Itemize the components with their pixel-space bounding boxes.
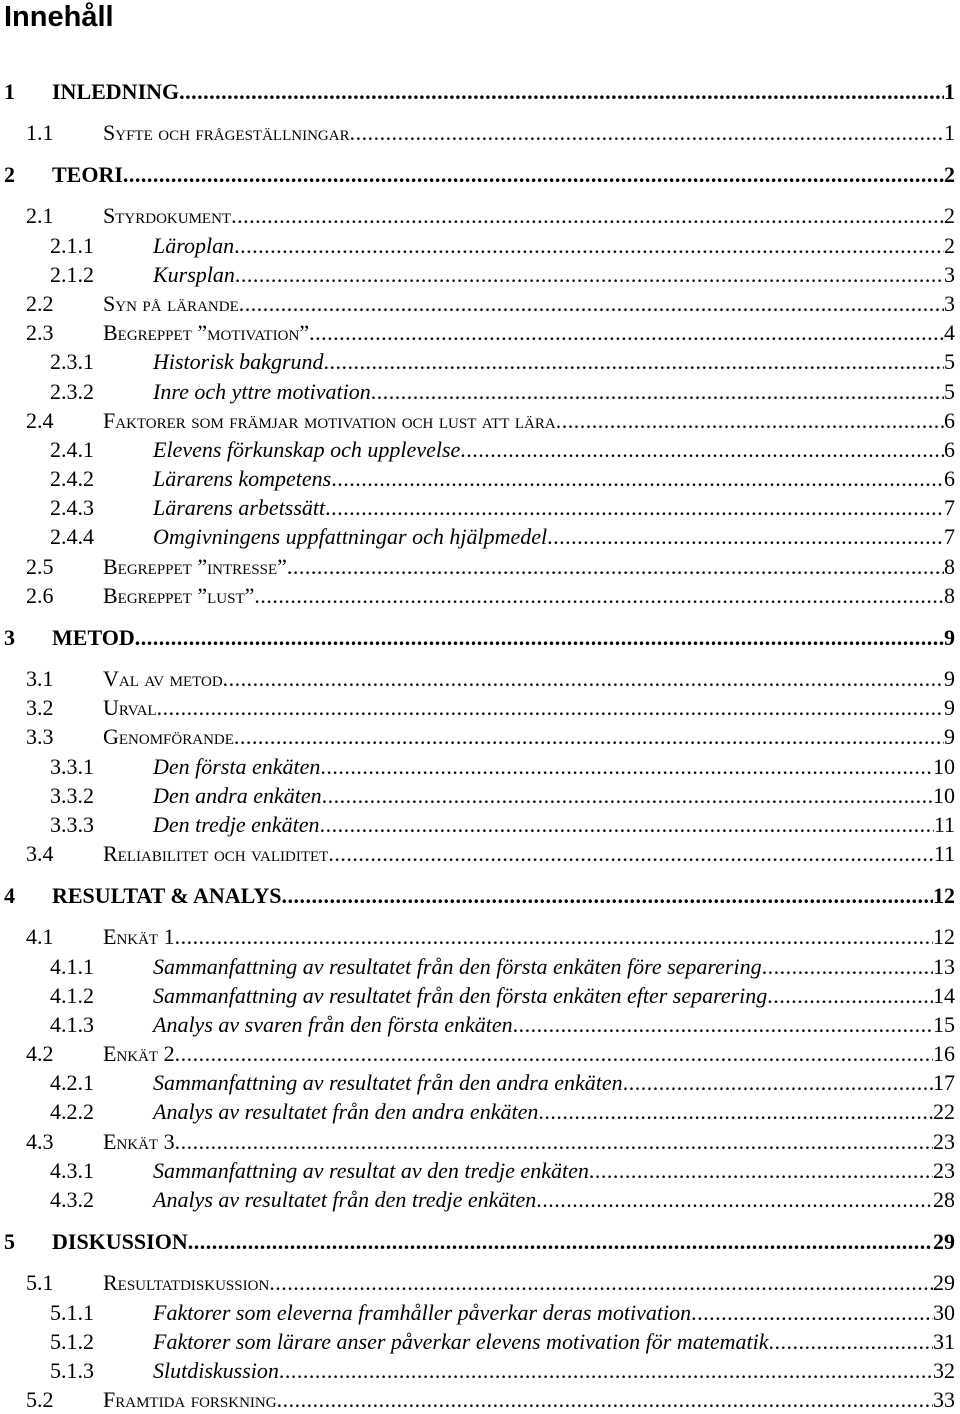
- toc-entry-body: [153, 523, 955, 551]
- dot-leader: [768, 1328, 933, 1356]
- dot-leader: [223, 665, 944, 693]
- toc-number: 2.2: [26, 291, 54, 316]
- dot-leader: [188, 1228, 933, 1256]
- dot-leader: [235, 261, 944, 289]
- toc-page-number: 23: [933, 1158, 955, 1183]
- toc-label: Framtida forskning: [103, 1387, 277, 1412]
- toc-label: Sammanfattning av resultat av den tredje enkäten: [153, 1158, 589, 1183]
- toc-number: 4.3.1: [50, 1158, 94, 1183]
- dot-leader: [175, 1040, 933, 1068]
- dot-leader: [324, 348, 945, 376]
- dot-leader: [331, 465, 944, 493]
- toc-label: Urval: [103, 695, 157, 720]
- toc-page-number: 11: [933, 841, 955, 866]
- toc-page-number: 33: [933, 1387, 955, 1412]
- toc-entry[interactable]: [0, 261, 955, 289]
- toc-number: 3.3: [26, 724, 54, 749]
- toc-page-number: 1: [944, 120, 955, 145]
- toc-number: 2.3: [26, 320, 54, 345]
- toc-number: 2: [4, 162, 15, 187]
- toc-label: Enkät 2: [103, 1041, 175, 1066]
- toc-page-number: 16: [933, 1041, 955, 1066]
- dot-leader: [691, 1299, 933, 1327]
- toc-label: Analys av resultatet från den andra enkäten: [153, 1099, 539, 1124]
- toc-label: Omgivningens uppfattningar och hjälpmedel: [153, 524, 548, 549]
- toc-page-number: 5: [944, 349, 955, 374]
- toc-number: 5.1.1: [50, 1300, 94, 1325]
- toc-number: 2.1.1: [50, 233, 94, 258]
- toc-number: 2.4: [26, 408, 54, 433]
- toc-page-number: 2: [944, 203, 955, 228]
- dot-leader: [309, 319, 944, 347]
- toc-label: Begreppet ”lust”: [103, 583, 255, 608]
- toc-label: Syn på lärande: [103, 291, 239, 316]
- toc-entry[interactable]: [0, 624, 955, 652]
- toc-number: 3.3.2: [50, 783, 94, 808]
- toc-label: Faktorer som främjar motivation och lust att lära: [103, 408, 556, 433]
- toc-label: RESULTAT & ANALYS: [52, 883, 282, 908]
- toc-entry-body: [153, 1098, 955, 1126]
- toc-entry[interactable]: [0, 202, 955, 230]
- toc-entry-body: [153, 261, 955, 289]
- toc-number: 4.3: [26, 1129, 54, 1154]
- toc-entry[interactable]: [0, 465, 955, 493]
- toc-entry[interactable]: [0, 1157, 955, 1185]
- toc-entry-body: [153, 348, 955, 376]
- toc-label: Kursplan: [153, 262, 235, 287]
- toc-page-number: 15: [933, 1012, 955, 1037]
- toc-entry-body: [103, 119, 955, 147]
- toc-entry[interactable]: [0, 923, 955, 951]
- toc-number: 2.3.2: [50, 379, 94, 404]
- toc-page-number: 7: [944, 495, 955, 520]
- toc-label: Faktorer som eleverna framhåller påverkar deras motivation: [153, 1300, 692, 1325]
- toc-entry[interactable]: [0, 436, 955, 464]
- toc-number: 3.3.1: [50, 754, 94, 779]
- toc-entry-body: [103, 553, 955, 581]
- toc-page-number: 8: [944, 554, 955, 579]
- toc-number: 4.2: [26, 1041, 54, 1066]
- toc-label: Historisk bakgrund: [153, 349, 324, 374]
- toc-page-number: 9: [944, 724, 955, 749]
- toc-label: Syfte och frågeställningar: [103, 120, 350, 145]
- toc-label: Begreppet ”intresse”: [103, 554, 287, 579]
- toc-label: Den första enkäten: [153, 754, 321, 779]
- toc-number: 2.5: [26, 554, 54, 579]
- dot-leader: [123, 161, 944, 189]
- toc-label: Val av metod: [103, 666, 223, 691]
- toc-label: Lärarens kompetens: [153, 466, 332, 491]
- toc-page-number: 4: [944, 320, 955, 345]
- toc-page-number: 2: [944, 162, 955, 187]
- toc-number: 2.4.2: [50, 466, 94, 491]
- toc-page-number: 10: [933, 783, 955, 808]
- toc-number: 2.1.2: [50, 262, 94, 287]
- toc-entry-body: [153, 1357, 955, 1385]
- toc-entry-body: [103, 665, 955, 693]
- toc-label: Reliabilitet och validitet: [103, 841, 329, 866]
- toc-entry-body: [103, 1128, 955, 1156]
- toc-entry[interactable]: [0, 582, 955, 610]
- toc-entry-body: [103, 202, 955, 230]
- toc-page-number: 31: [933, 1329, 955, 1354]
- toc-entry-body: [103, 290, 955, 318]
- dot-leader: [762, 953, 933, 981]
- toc-page-number: 29: [933, 1270, 955, 1295]
- toc-entry[interactable]: [0, 348, 955, 376]
- toc-entry[interactable]: [0, 378, 955, 406]
- toc-entry[interactable]: [0, 782, 955, 810]
- dot-leader: [767, 982, 933, 1010]
- toc-label: Slutdiskussion: [153, 1358, 279, 1383]
- toc-label: DISKUSSION: [52, 1229, 188, 1254]
- toc-label: Begreppet ”motivation”: [103, 320, 310, 345]
- toc-number: 4: [4, 883, 15, 908]
- toc-number: 4.1: [26, 924, 54, 949]
- toc-entry-body: [153, 1328, 955, 1356]
- toc-number: 4.1.3: [50, 1012, 94, 1037]
- dot-leader: [239, 290, 944, 318]
- toc-label: Genomförande: [103, 724, 234, 749]
- toc-entry-body: [52, 78, 955, 106]
- toc-page-number: 11: [933, 812, 955, 837]
- toc-page-number: 6: [944, 408, 955, 433]
- toc-entry-body: [153, 465, 955, 493]
- dot-leader: [269, 1269, 933, 1297]
- toc-page-number: 12: [933, 924, 955, 949]
- toc-number: 3.4: [26, 841, 54, 866]
- toc-entry[interactable]: [0, 161, 955, 189]
- toc-number: 2.3.1: [50, 349, 94, 374]
- dot-leader: [371, 378, 944, 406]
- toc-number: 5.1.3: [50, 1358, 94, 1383]
- toc-number: 3: [4, 625, 15, 650]
- toc-number: 3.1: [26, 666, 54, 691]
- toc-entry-body: [153, 982, 955, 1010]
- dot-leader: [281, 882, 933, 910]
- dot-leader: [350, 119, 944, 147]
- toc-entry-body: [153, 1299, 955, 1327]
- toc-page-number: 1: [944, 79, 955, 104]
- toc-entry-body: [153, 811, 955, 839]
- toc-entry[interactable]: [0, 723, 955, 751]
- toc-entry-body: [153, 436, 955, 464]
- toc-entry[interactable]: [0, 1269, 955, 1297]
- toc-entry-body: [103, 694, 955, 722]
- toc-number: 2.4.1: [50, 437, 94, 462]
- page-title: Innehåll: [4, 1, 114, 33]
- toc-entry[interactable]: [0, 1098, 955, 1126]
- toc-label: Analys av svaren från den första enkäten: [153, 1012, 513, 1037]
- toc-number: 4.2.2: [50, 1099, 94, 1124]
- dot-leader: [179, 78, 944, 106]
- toc-entry[interactable]: [0, 753, 955, 781]
- toc-entry-body: [52, 882, 955, 910]
- toc-entry-body: [103, 582, 955, 610]
- dot-leader: [157, 694, 944, 722]
- dot-leader: [234, 232, 944, 260]
- toc-number: 5: [4, 1229, 15, 1254]
- dot-leader: [328, 840, 933, 868]
- toc-number: 2.6: [26, 583, 54, 608]
- toc-page-number: 17: [933, 1070, 955, 1095]
- toc-entry[interactable]: [0, 553, 955, 581]
- toc-label: Sammanfattning av resultatet från den andra enkäten: [153, 1070, 623, 1095]
- toc-number: 5.1.2: [50, 1329, 94, 1354]
- toc-entry[interactable]: [0, 1357, 955, 1385]
- toc-number: 4.3.2: [50, 1187, 94, 1212]
- toc-entry[interactable]: [0, 1186, 955, 1214]
- toc-entry-body: [52, 624, 955, 652]
- toc-entry-body: [103, 1040, 955, 1068]
- toc-entry-body: [153, 378, 955, 406]
- dot-leader: [322, 782, 933, 810]
- dot-leader: [513, 1011, 933, 1039]
- dot-leader: [279, 1357, 933, 1385]
- toc-number: 3.3.3: [50, 812, 94, 837]
- toc-page-number: 29: [933, 1229, 955, 1254]
- dot-leader: [231, 202, 944, 230]
- toc-page-number: 30: [933, 1300, 955, 1325]
- dot-leader: [538, 1098, 933, 1126]
- toc-entry-body: [153, 1157, 955, 1185]
- toc-entry[interactable]: [0, 982, 955, 1010]
- toc-page-number: 3: [944, 291, 955, 316]
- toc-label: Resultatdiskussion: [103, 1270, 270, 1295]
- toc-entry[interactable]: [0, 119, 955, 147]
- toc-number: 2.4.4: [50, 524, 94, 549]
- toc-entry[interactable]: [0, 494, 955, 522]
- toc-page-number: 22: [933, 1099, 955, 1124]
- toc-entry[interactable]: [0, 407, 955, 435]
- toc-page-number: 14: [933, 983, 955, 1008]
- toc-entry-body: [103, 923, 955, 951]
- dot-leader: [175, 923, 933, 951]
- toc-entry-body: [103, 407, 955, 435]
- toc-entry[interactable]: [0, 319, 955, 347]
- dot-leader: [556, 407, 944, 435]
- toc-page-number: 3: [944, 262, 955, 287]
- toc-entry-body: [153, 494, 955, 522]
- toc-entry[interactable]: [0, 1228, 955, 1256]
- toc-page-number: 13: [933, 954, 955, 979]
- toc-page-number: 9: [944, 666, 955, 691]
- toc-label: Enkät 3: [103, 1129, 175, 1154]
- toc-entry[interactable]: [0, 232, 955, 260]
- toc-entry-body: [103, 319, 955, 347]
- dot-leader: [287, 553, 944, 581]
- toc-label: INLEDNING: [52, 79, 180, 104]
- toc-number: 1.1: [26, 120, 54, 145]
- dot-leader: [460, 436, 944, 464]
- toc-entry[interactable]: [0, 78, 955, 106]
- toc-entry[interactable]: [0, 665, 955, 693]
- toc-page-number: 23: [933, 1129, 955, 1154]
- dot-leader: [325, 494, 944, 522]
- toc-number: 2.1: [26, 203, 54, 228]
- toc-entry-body: [103, 723, 955, 751]
- toc-entry[interactable]: [0, 1040, 955, 1068]
- toc-page-number: 5: [944, 379, 955, 404]
- toc-number: 5.2: [26, 1387, 54, 1412]
- toc-entry-body: [153, 232, 955, 260]
- toc-label: Lärarens arbetssätt: [153, 495, 326, 520]
- toc-entry[interactable]: [0, 1328, 955, 1356]
- toc-page-number: 32: [933, 1358, 955, 1383]
- toc-entry-body: [52, 1228, 955, 1256]
- toc-label: TEORI: [52, 162, 123, 187]
- toc-number: 4.1.1: [50, 954, 94, 979]
- toc-entry[interactable]: [0, 290, 955, 318]
- toc-label: Styrdokument: [103, 203, 232, 228]
- dot-leader: [547, 523, 944, 551]
- toc-entry[interactable]: [0, 523, 955, 551]
- toc-label: Faktorer som lärare anser påverkar elevens motivation för matematik: [153, 1329, 769, 1354]
- toc-page-number: 6: [944, 437, 955, 462]
- toc-entry-body: [153, 953, 955, 981]
- toc-label: Inre och yttre motivation: [153, 379, 371, 404]
- dot-leader: [254, 582, 944, 610]
- toc-entry-body: [52, 161, 955, 189]
- toc-entry[interactable]: [0, 811, 955, 839]
- toc-number: 5.1: [26, 1270, 54, 1295]
- toc-entry-body: [103, 1269, 955, 1297]
- dot-leader: [320, 753, 933, 781]
- toc-page-number: 9: [944, 695, 955, 720]
- toc-number: 2.4.3: [50, 495, 94, 520]
- toc-entry-body: [153, 753, 955, 781]
- toc-entry[interactable]: [0, 1069, 955, 1097]
- dot-leader: [589, 1157, 933, 1185]
- toc-entry-body: [103, 840, 955, 868]
- toc-entry-body: [153, 782, 955, 810]
- toc-label: Elevens förkunskap och upplevelse: [153, 437, 461, 462]
- toc-label: Den tredje enkäten: [153, 812, 320, 837]
- toc-page-number: 28: [933, 1187, 955, 1212]
- toc-entry-body: [153, 1069, 955, 1097]
- dot-leader: [135, 624, 944, 652]
- dot-leader: [175, 1128, 933, 1156]
- toc-entry-body: [153, 1011, 955, 1039]
- toc-label: Sammanfattning av resultatet från den första enkäten efter separering: [153, 983, 768, 1008]
- dot-leader: [623, 1069, 933, 1097]
- dot-leader: [536, 1186, 933, 1214]
- toc-entry-body: [153, 1186, 955, 1214]
- dot-leader: [234, 723, 944, 751]
- toc-page-number: 9: [944, 625, 955, 650]
- toc-entry[interactable]: [0, 953, 955, 981]
- toc-label: Enkät 1: [103, 924, 175, 949]
- toc-entry[interactable]: [0, 840, 955, 868]
- toc-number: 3.2: [26, 695, 54, 720]
- toc-number: 4.1.2: [50, 983, 94, 1008]
- toc-page-number: 7: [944, 524, 955, 549]
- toc-page-number: 6: [944, 466, 955, 491]
- dot-leader: [320, 811, 934, 839]
- toc-number: 4.2.1: [50, 1070, 94, 1095]
- toc-page-number: 8: [944, 583, 955, 608]
- toc-label: Sammanfattning av resultatet från den första enkäten före separering: [153, 954, 762, 979]
- toc-label: METOD: [52, 625, 135, 650]
- toc-number: 1: [4, 79, 15, 104]
- toc-entry[interactable]: [0, 882, 955, 910]
- toc-label: Läroplan: [153, 233, 235, 258]
- toc-label: Den andra enkäten: [153, 783, 322, 808]
- toc-page-number: 12: [933, 883, 955, 908]
- toc-page-number: 10: [933, 754, 955, 779]
- toc-entry[interactable]: [0, 1299, 955, 1327]
- toc-label: Analys av resultatet från den tredje enkäten: [153, 1187, 537, 1212]
- toc-entry[interactable]: [0, 1128, 955, 1156]
- toc-page-number: 2: [944, 233, 955, 258]
- toc-entry[interactable]: [0, 694, 955, 722]
- toc-entry[interactable]: [0, 1011, 955, 1039]
